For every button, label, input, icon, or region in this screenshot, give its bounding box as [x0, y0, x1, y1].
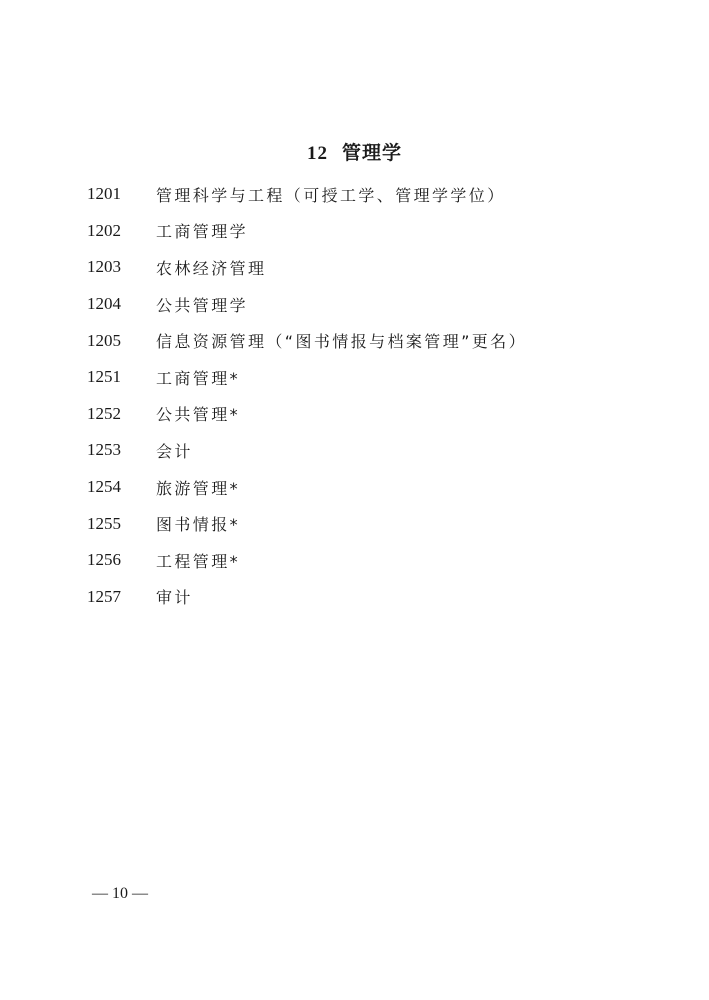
list-item — [87, 542, 527, 579]
discipline-name: 图书情报* — [156, 515, 241, 535]
discipline-code: 1257 — [87, 586, 121, 606]
discipline-code: 1203 — [87, 257, 121, 277]
discipline-code: 1255 — [87, 513, 121, 533]
list-item — [87, 469, 527, 506]
discipline-name: 公共管理学 — [156, 295, 249, 315]
discipline-name: 会计 — [156, 441, 193, 461]
discipline-name: 信息资源管理（“图书情报与档案管理”更名） — [156, 332, 527, 352]
discipline-name: 旅游管理* — [156, 478, 241, 498]
list-item — [87, 579, 527, 616]
discipline-code: 1252 — [87, 403, 121, 423]
discipline-code: 1201 — [87, 184, 121, 204]
discipline-code: 1202 — [87, 220, 121, 240]
discipline-list — [87, 176, 527, 615]
list-item — [87, 322, 527, 359]
list-item — [87, 505, 527, 542]
discipline-name: 工商管理学 — [156, 222, 249, 242]
discipline-code: 1254 — [87, 477, 121, 497]
list-item — [87, 286, 527, 323]
list-item — [87, 432, 527, 469]
section-number: 12 — [306, 143, 328, 164]
discipline-code: 1205 — [87, 330, 121, 350]
list-item — [87, 213, 527, 250]
discipline-name: 工程管理* — [156, 551, 241, 571]
discipline-code: 1253 — [87, 440, 121, 460]
discipline-name: 公共管理* — [156, 405, 241, 425]
discipline-code: 1251 — [87, 367, 121, 387]
discipline-name: 农林经济管理 — [156, 258, 267, 278]
list-item — [87, 176, 527, 213]
discipline-code: 1204 — [87, 294, 121, 314]
discipline-code: 1256 — [87, 550, 121, 570]
discipline-name: 管理科学与工程（可授工学、管理学学位） — [156, 185, 506, 205]
list-item — [87, 249, 527, 286]
page-number: — 10 — — [92, 885, 148, 902]
section-heading — [0, 138, 709, 165]
list-item — [87, 396, 527, 433]
discipline-name: 工商管理* — [156, 368, 241, 388]
list-item — [87, 359, 527, 396]
section-title: 管理学 — [341, 142, 402, 164]
discipline-name: 审计 — [156, 588, 193, 608]
